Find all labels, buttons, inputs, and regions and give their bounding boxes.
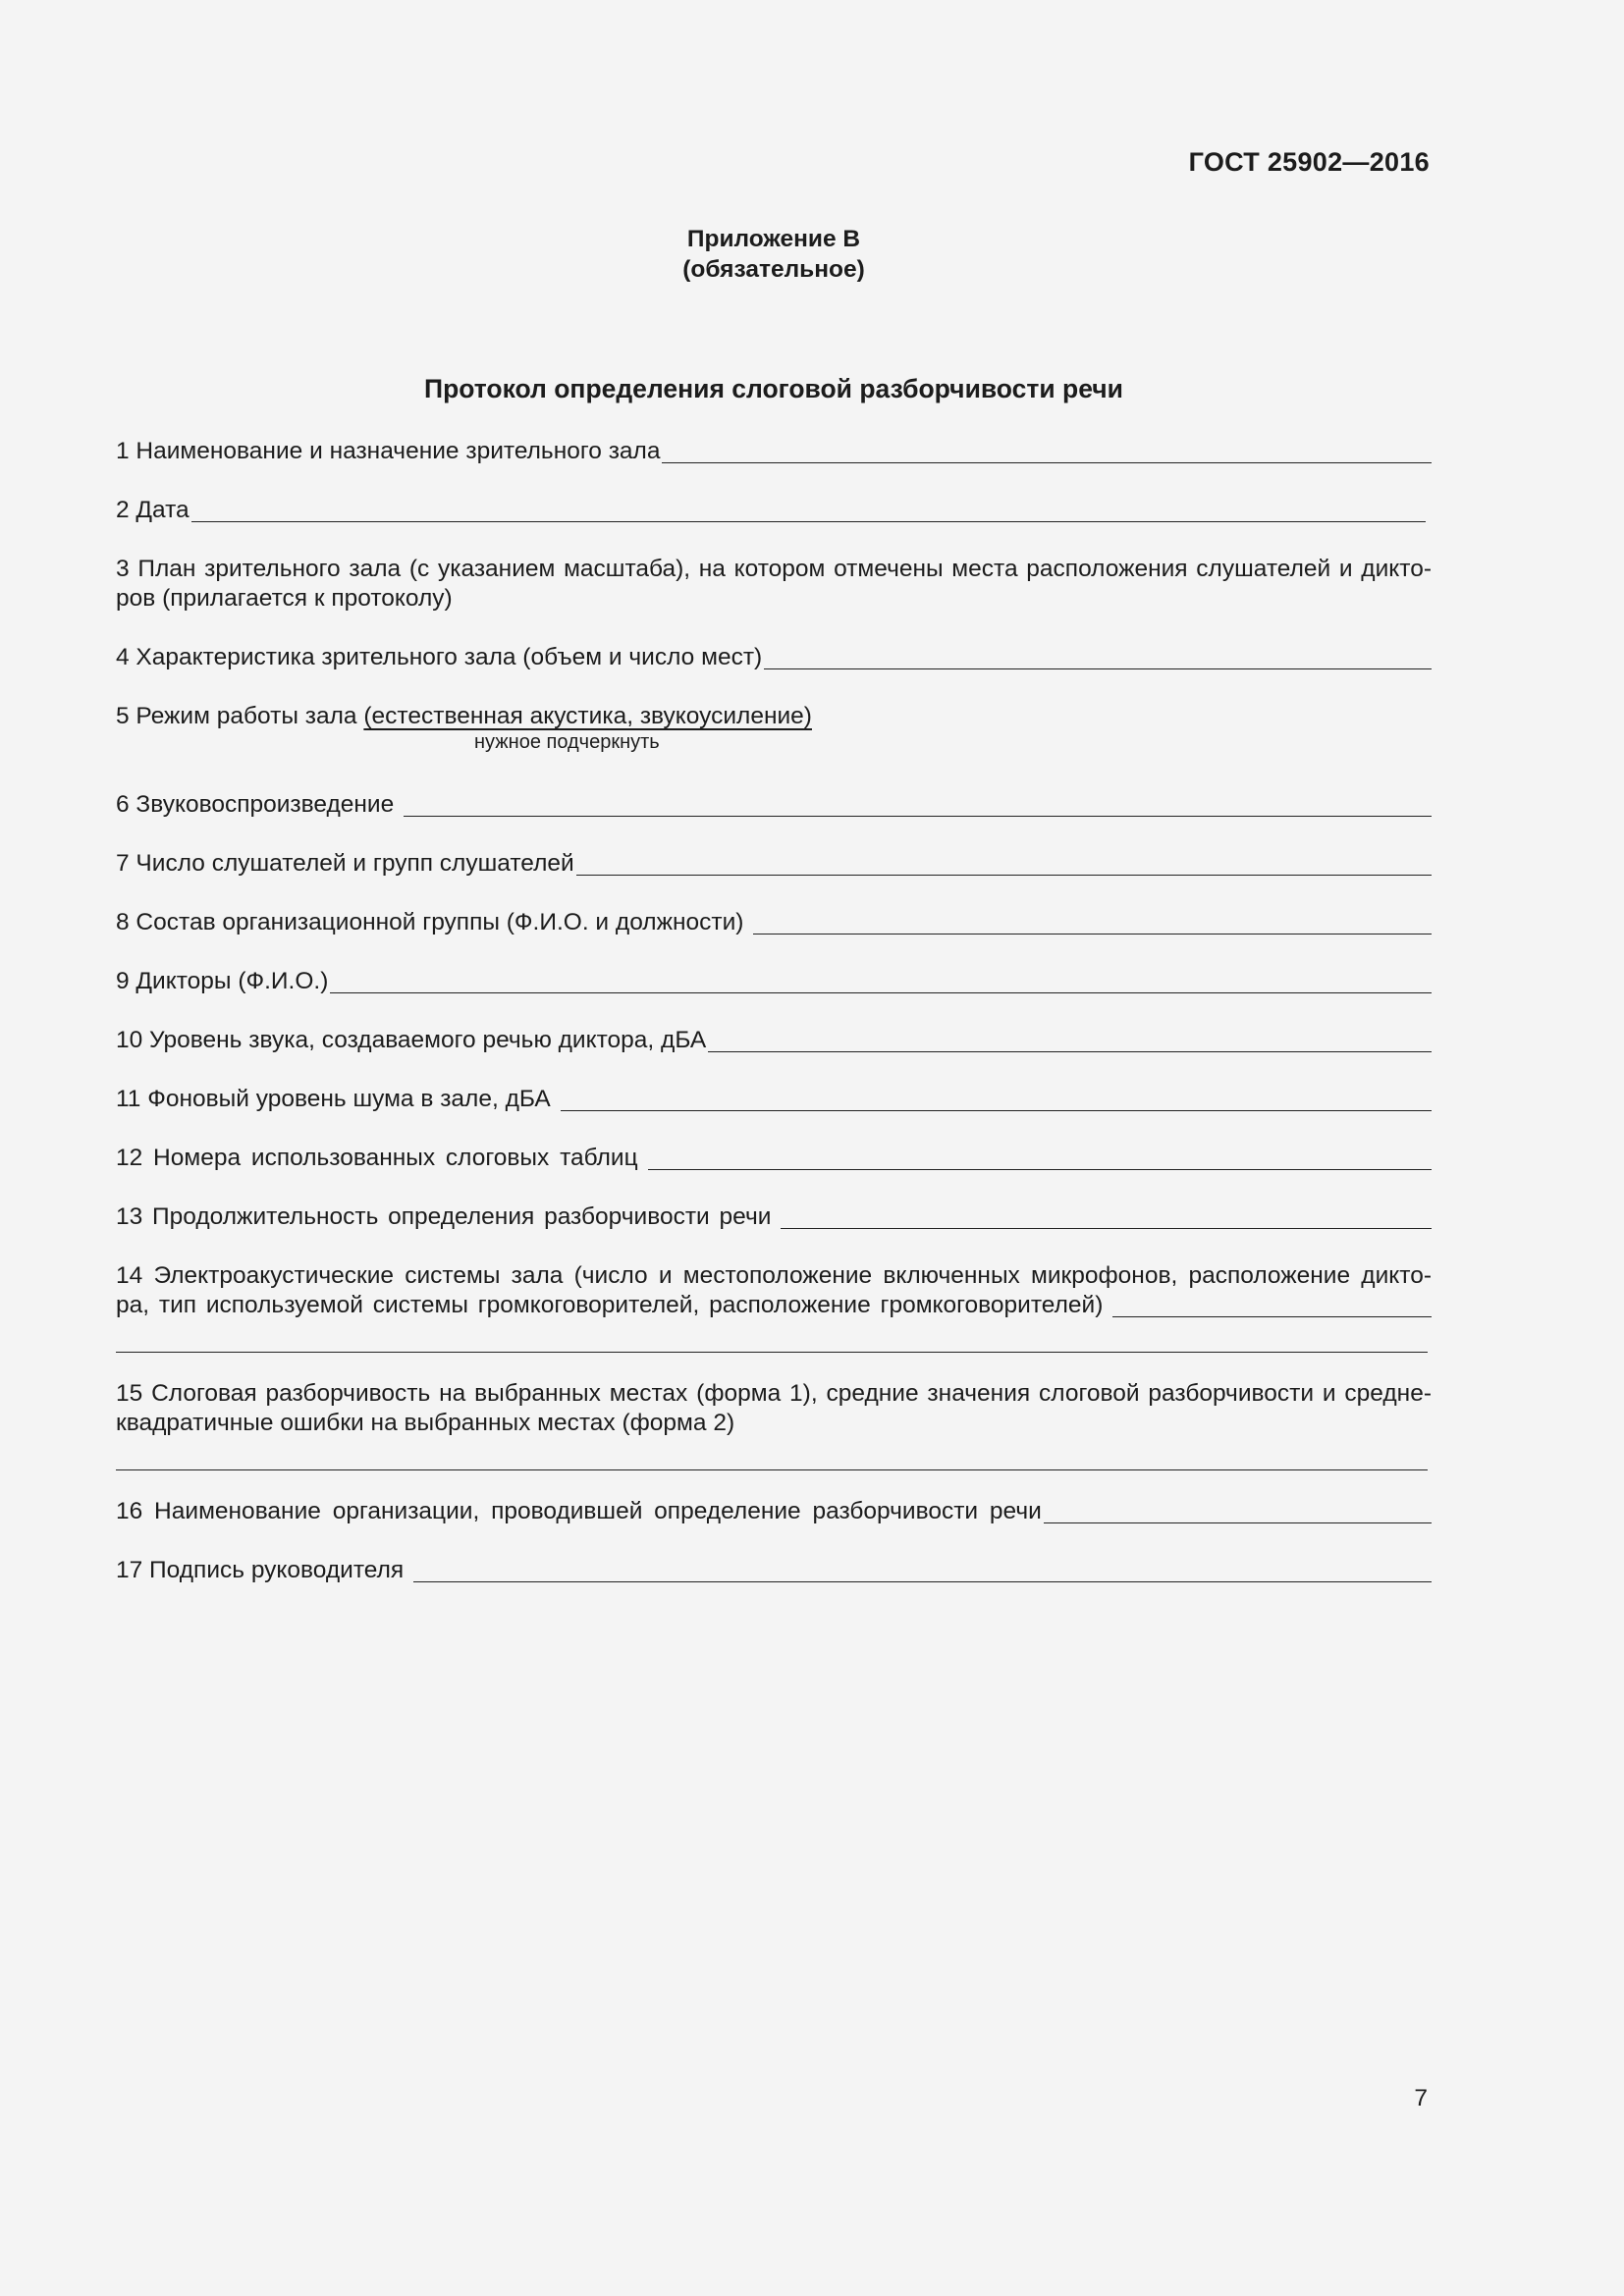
item-10-label: 10 Уровень звука, создаваемого речью диктора, дБА <box>116 1027 707 1053</box>
item-5-note: нужное подчеркнуть <box>474 731 660 753</box>
item-15 <box>116 1379 1432 1470</box>
item-1-label: 1 Наименование и назначение зрительного зала <box>116 438 661 464</box>
item-4 <box>116 643 1432 672</box>
item-16 <box>116 1497 1432 1526</box>
item-6-blank-line <box>404 816 1432 817</box>
item-1-blank-line <box>662 462 1432 463</box>
item-14-blank-line <box>1112 1316 1432 1317</box>
item-16-label: 16 Наименование организации, проводившей определение разборчивости речи <box>116 1498 1042 1524</box>
item-14 <box>116 1261 1432 1353</box>
item-1 <box>116 437 1432 466</box>
item-9-blank-line <box>330 992 1432 993</box>
item-12-label: 12 Номера использованных слоговых таблиц <box>116 1145 638 1171</box>
item-3-line-2: ров (прилагается к протоколу) <box>116 585 453 612</box>
appendix-heading <box>0 224 1547 285</box>
item-17-label: 17 Подпись руководителя <box>116 1557 405 1583</box>
appendix-title: Приложение В <box>686 226 861 252</box>
item-5-options: (естественная акустика, звукоусиление) <box>363 703 812 729</box>
item-13 <box>116 1202 1432 1232</box>
item-2-blank-line <box>191 521 1426 522</box>
item-10 <box>116 1026 1432 1055</box>
item-5-label: 5 Режим работы зала <box>116 703 364 729</box>
item-15-line-1: 15 Слоговая разборчивость на выбранных местах (форма 1), средние значения слоговой разборчивости и средне- <box>116 1380 1432 1407</box>
item-16-blank-line <box>1044 1522 1432 1523</box>
item-12-blank-line <box>648 1169 1432 1170</box>
appendix-status: (обязательное) <box>682 256 865 283</box>
item-14-line-2-row <box>116 1291 1432 1320</box>
item-13-label: 13 Продолжительность определения разборчивости речи <box>116 1203 772 1230</box>
item-11-blank-line <box>561 1110 1432 1111</box>
item-8-label: 8 Состав организационной группы (Ф.И.О. и должности) <box>116 909 744 935</box>
item-9 <box>116 967 1432 996</box>
item-3-line-1: 3 План зрительного зала (с указанием масштаба), на котором отмечены места расположения слушателей и дикто- <box>116 556 1432 582</box>
item-4-blank-line <box>764 668 1432 669</box>
item-5 <box>116 702 1432 731</box>
item-9-label: 9 Дикторы (Ф.И.О.) <box>116 968 329 994</box>
item-11 <box>116 1085 1432 1114</box>
item-7 <box>116 849 1432 879</box>
item-13-blank-line <box>781 1228 1432 1229</box>
protocol-title: Протокол определения слоговой разборчивости речи <box>424 374 1123 403</box>
item-2-label: 2 Дата <box>116 497 189 523</box>
item-7-blank-line <box>576 875 1432 876</box>
item-17-blank-line <box>413 1581 1432 1582</box>
item-4-label: 4 Характеристика зрительного зала (объем и число мест) <box>116 644 763 670</box>
page-number: 7 <box>1414 2085 1428 2111</box>
item-7-label: 7 Число слушателей и групп слушателей <box>116 850 574 877</box>
item-17 <box>116 1556 1432 1585</box>
item-15-line-2: квадратичные ошибки на выбранных местах (форма 2) <box>116 1410 735 1436</box>
item-14-line-2: ра, тип используемой системы громкоговорителей, расположение громкоговорителей) <box>116 1292 1104 1318</box>
item-6-label: 6 Звуковоспроизведение <box>116 791 395 818</box>
item-15-blank-line <box>116 1469 1428 1470</box>
item-14-line-1: 14 Электроакустические системы зала (число и местоположение включенных микрофонов, расположение дикто- <box>116 1262 1432 1289</box>
item-10-blank-line <box>708 1051 1432 1052</box>
item-11-label: 11 Фоновый уровень шума в зале, дБА <box>116 1086 551 1112</box>
item-12 <box>116 1144 1432 1173</box>
item-8 <box>116 908 1432 937</box>
item-2 <box>116 496 1426 525</box>
standard-code: ГОСТ 25902—2016 <box>1188 147 1430 177</box>
item-3 <box>116 555 1432 614</box>
item-6 <box>116 790 1432 820</box>
item-14-extra-blank-line <box>116 1352 1428 1353</box>
